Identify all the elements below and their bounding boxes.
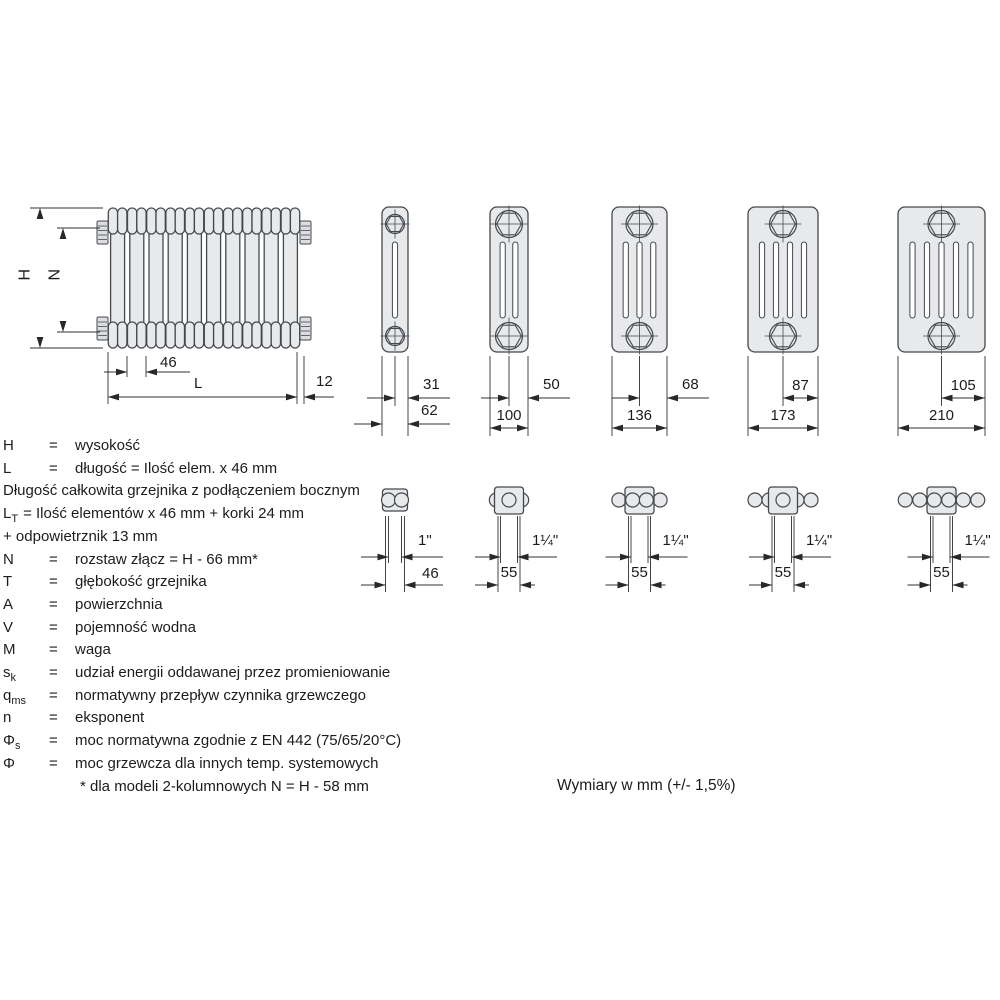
front-view	[30, 208, 334, 404]
section-6-full-depth-label: 210	[928, 407, 955, 424]
legend-symbol-text: M	[3, 641, 16, 659]
section-2-connection-size-label: 1"	[418, 532, 432, 549]
legend-symbol-subscript: T	[11, 513, 19, 526]
section-3-full-depth-label: 100	[496, 407, 522, 424]
legend-symbol	[3, 755, 49, 773]
legend-row	[3, 619, 563, 640]
section-5-hub-width-label: 55	[774, 564, 792, 581]
legend-definition: moc normatywna zgodnie z EN 442 (75/65/20°C)	[75, 732, 402, 750]
legend-equals: =	[49, 732, 58, 750]
section-3-hub-width-label: 55	[500, 564, 518, 581]
legend-row	[3, 460, 563, 481]
legend-definition: długość = Ilość elem. x 46 mm	[75, 459, 278, 477]
front-element-width-label: 46	[160, 354, 177, 371]
section-4-hub-width-label: 55	[631, 564, 648, 581]
legend-equals: =	[49, 754, 58, 772]
legend-row	[3, 573, 563, 594]
legend-symbol-subscript: ms	[11, 694, 27, 707]
legend-row	[3, 437, 563, 458]
legend-symbol	[3, 619, 49, 637]
legend-symbol	[3, 709, 49, 727]
section-4-full-depth-label: 136	[626, 407, 653, 424]
legend-row	[3, 528, 563, 549]
legend-definition: udział energii oddawanej przez promieniowanie	[75, 664, 391, 681]
legend-symbol	[3, 551, 49, 569]
legend-symbol-text: Φ	[3, 732, 15, 750]
legend-equals: =	[49, 550, 58, 568]
section-6-hub-width-label: 55	[933, 564, 950, 581]
legend-symbol-text: H	[3, 437, 14, 454]
section-4-column-cross-view	[612, 206, 710, 437]
legend-definition: Długość całkowita grzejnika z podłączeniem bocznym	[3, 482, 360, 500]
legend-row	[3, 505, 563, 526]
legend-symbol-subscript: s	[14, 740, 21, 753]
legend-row	[3, 482, 563, 503]
section-2-half-depth-label: 31	[423, 376, 440, 393]
section-4-connection-size-label: 1¼"	[662, 532, 689, 549]
legend-equals: =	[49, 664, 58, 681]
legend-equals: =	[49, 618, 58, 636]
section-5-full-depth-label: 173	[770, 407, 796, 424]
legend-row	[3, 641, 563, 662]
legend-definition: moc grzewcza dla innych temp. systemowych	[75, 754, 379, 772]
legend-symbol-text: A	[3, 595, 14, 613]
legend-row	[3, 664, 563, 685]
legend-row	[3, 778, 563, 799]
legend-equals: =	[49, 437, 58, 454]
section-2-hub-width-label: 46	[422, 565, 439, 582]
section-4-half-depth-label: 68	[682, 376, 699, 393]
legend-definition: głębokość grzejnika	[75, 573, 207, 591]
legend-row	[3, 732, 563, 753]
section-5-column-cross-view	[748, 206, 818, 437]
legend-definition: * dla modeli 2-kolumnowych N = H - 58 mm	[80, 777, 369, 795]
legend-row	[3, 551, 563, 572]
legend-equals: =	[49, 686, 58, 704]
section-3-connection-size-label: 1¼"	[532, 532, 559, 549]
legend-equals: =	[49, 459, 58, 477]
section-5-half-depth-label: 87	[792, 377, 809, 394]
section-6-connection-size-label: 1¼"	[964, 532, 991, 549]
legend-symbol	[3, 687, 49, 705]
section-5-connection-size-label: 1¼"	[806, 532, 833, 549]
front-height-label: H	[16, 268, 34, 281]
legend-symbol	[3, 573, 49, 591]
legend-definition: wysokość	[75, 437, 141, 454]
section-6-column-cross-view	[898, 206, 985, 437]
legend-symbol	[3, 596, 49, 614]
legend-symbol-text: s	[3, 664, 11, 681]
section-6-half-depth-label: 105	[950, 377, 976, 394]
legend-symbol-text: V	[3, 618, 14, 636]
section-3-column-cross-view	[481, 206, 570, 437]
legend-definition: = Ilość elementów x 46 mm + korki 24 mm	[23, 505, 305, 523]
legend-equals: =	[49, 641, 58, 659]
legend-equals: =	[49, 595, 58, 613]
legend-definition: waga	[75, 641, 111, 659]
legend-symbol	[3, 641, 49, 659]
legend-symbol-text: q	[3, 686, 12, 704]
legend-symbol	[3, 437, 49, 455]
legend-symbol-text: L	[3, 505, 12, 523]
legend-equals: =	[49, 573, 58, 591]
legend-symbol-subscript: k	[10, 672, 16, 684]
legend-row	[3, 687, 563, 708]
legend-row	[3, 755, 563, 776]
legend-symbol-text: n	[3, 709, 12, 727]
legend-equals: =	[49, 709, 58, 727]
legend-definition: eksponent	[75, 709, 145, 727]
section-2-full-depth-label: 62	[421, 402, 438, 419]
legend-symbol	[3, 732, 49, 753]
legend-definition: powierzchnia	[75, 595, 163, 613]
front-pitch-label: N	[46, 268, 64, 281]
legend-symbol-text: Φ	[3, 754, 15, 772]
legend-definition: rozstaw złącz = H - 66 mm*	[75, 550, 258, 568]
legend-definition: pojemność wodna	[75, 618, 196, 636]
legend-symbol	[3, 460, 49, 478]
legend-symbol	[3, 664, 49, 682]
legend-symbol-text: N	[3, 550, 14, 568]
legend-definition: normatywny przepływ czynnika grzewczego	[75, 686, 366, 704]
front-length-label: L	[194, 375, 203, 392]
legend-row	[3, 709, 563, 730]
front-end-offset-label: 12	[316, 373, 333, 390]
legend-definition: + odpowietrznik 13 mm	[3, 527, 158, 545]
section-3-half-depth-label: 50	[543, 376, 560, 393]
legend-symbol-text: L	[3, 459, 12, 477]
dimension-tolerance-note: Wymiary w mm (+/- 1,5%)	[557, 777, 736, 794]
legend-symbol-text: T	[3, 573, 13, 591]
legend-row	[3, 596, 563, 617]
